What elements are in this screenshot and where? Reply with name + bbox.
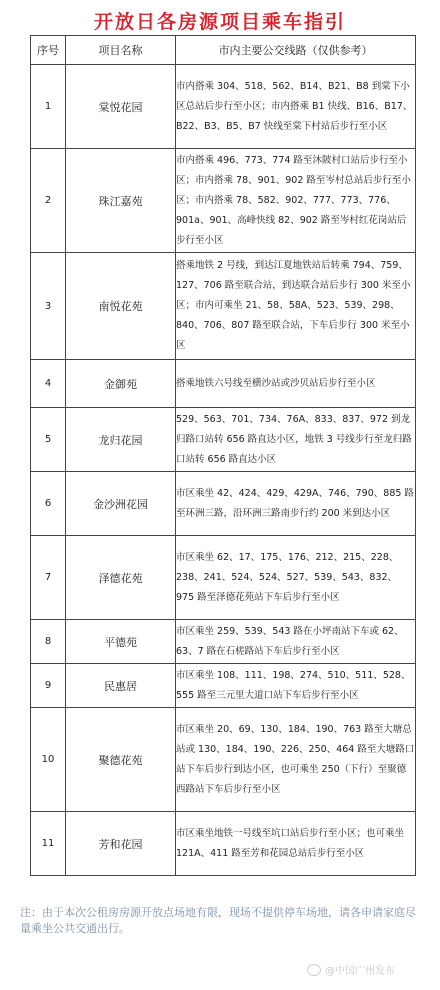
header-serial-number: 序号 <box>31 36 66 65</box>
watermark-text: @中国广州发布 <box>325 966 395 977</box>
project-name: 南悦花苑 <box>66 253 176 360</box>
table-row <box>31 360 416 408</box>
table-row <box>31 536 416 620</box>
header-bus-routes: 市内主要公交线路（仅供参考） <box>176 36 416 65</box>
watermark <box>307 962 395 977</box>
row-number: 8 <box>31 620 66 664</box>
table-row <box>31 149 416 253</box>
table-row <box>31 664 416 708</box>
table-row <box>31 708 416 812</box>
route-description: 搭乘地铁六号线至横沙站或沙贝站后步行至小区 <box>176 360 416 408</box>
route-description: 市内搭乘 304、518、562、B14、B21、B8 到棠下小区总站后步行至小区；市内搭乘 B1 快线、B16、B17、B22、B3、B5、B7 快线至棠下村站后步行至小区 <box>176 65 416 149</box>
row-number: 7 <box>31 536 66 620</box>
route-description: 市区乘坐 42、424、429、429A、746、790、885 路至环洲三路，沿环洲三路南步行约 200 米到达小区 <box>176 472 416 536</box>
project-name: 芳和花园 <box>66 812 176 876</box>
project-name: 棠悦花园 <box>66 65 176 149</box>
table-row <box>31 253 416 360</box>
row-number: 3 <box>31 253 66 360</box>
footnote: 注：由于本次公租房房源开放点场地有限，现场不提供停车场地，请各申请家庭尽量乘坐公共交通出行。 <box>20 906 416 935</box>
project-name: 金沙洲花园 <box>66 472 176 536</box>
row-number: 5 <box>31 408 66 472</box>
table-row <box>31 472 416 536</box>
row-number: 6 <box>31 472 66 536</box>
bus-route-table <box>30 35 416 876</box>
route-description: 市区乘坐 259、539、543 路在小坪南站下车或 62、63、7 路在石槎路站下车后步行至小区 <box>176 620 416 664</box>
route-description: 市区乘坐地铁一号线至坑口站后步行至小区；也可乘坐 121A、411 路至芳和花园总站后步行至小区 <box>176 812 416 876</box>
project-name: 聚德花苑 <box>66 708 176 812</box>
table-header-row <box>31 36 416 65</box>
route-description: 市区乘坐 62、17、175、176、212、215、228、238、241、524、524、527、539、543、832、975 路至泽德花苑站下车后步行至小区 <box>176 536 416 620</box>
project-name: 金御苑 <box>66 360 176 408</box>
project-name: 龙归花园 <box>66 408 176 472</box>
row-number: 10 <box>31 708 66 812</box>
row-number: 2 <box>31 149 66 253</box>
route-description: 搭乘地铁 2 号线，到达江夏地铁站后转乘 794、759、127、706 路至联合站，到达联合站后步行 300 米至小区；市内可乘坐 21、58、58A、523、539、298、840、706、807 路至联合站，下车后步行 300 米至小区 <box>176 253 416 360</box>
route-description: 市区乘坐 108、111、198、274、510、511、528、555 路至三元里大道口站下车后步行至小区 <box>176 664 416 708</box>
header-project-name: 项目名称 <box>66 36 176 65</box>
table-row <box>31 620 416 664</box>
route-description: 市区乘坐 20、69、130、184、190、763 路至大塘总站或 130、184、190、226、250、464 路至大塘路口站下车后步行到达小区，也可乘坐 250（下行）至聚德西路站下车后步行至小区 <box>176 708 416 812</box>
row-number: 11 <box>31 812 66 876</box>
project-name: 珠江嘉苑 <box>66 149 176 253</box>
table-row <box>31 812 416 876</box>
row-number: 4 <box>31 360 66 408</box>
row-number: 9 <box>31 664 66 708</box>
row-number: 1 <box>31 65 66 149</box>
project-name: 平德苑 <box>66 620 176 664</box>
route-description: 529、563、701、734、76A、833、837、972 到龙归路口站转 656 路直达小区，地铁 3 号线步行至龙归路口站转 656 路直达小区 <box>176 408 416 472</box>
project-name: 泽德花苑 <box>66 536 176 620</box>
route-description: 市内搭乘 496、773、774 路至沐陂村口站后步行至小区；市内搭乘 78、901、902 路至岑村总站后步行至小区；市内搭乘 78、582、902、777、773、776、901a、901、高峰快线 82、902 路至岑村红花岗站后步行至小区 <box>176 149 416 253</box>
table-row <box>31 65 416 149</box>
project-name: 民惠居 <box>66 664 176 708</box>
page-title: 开放日各房源项目乘车指引 <box>93 11 346 33</box>
weibo-icon <box>307 964 321 976</box>
table-row <box>31 408 416 472</box>
